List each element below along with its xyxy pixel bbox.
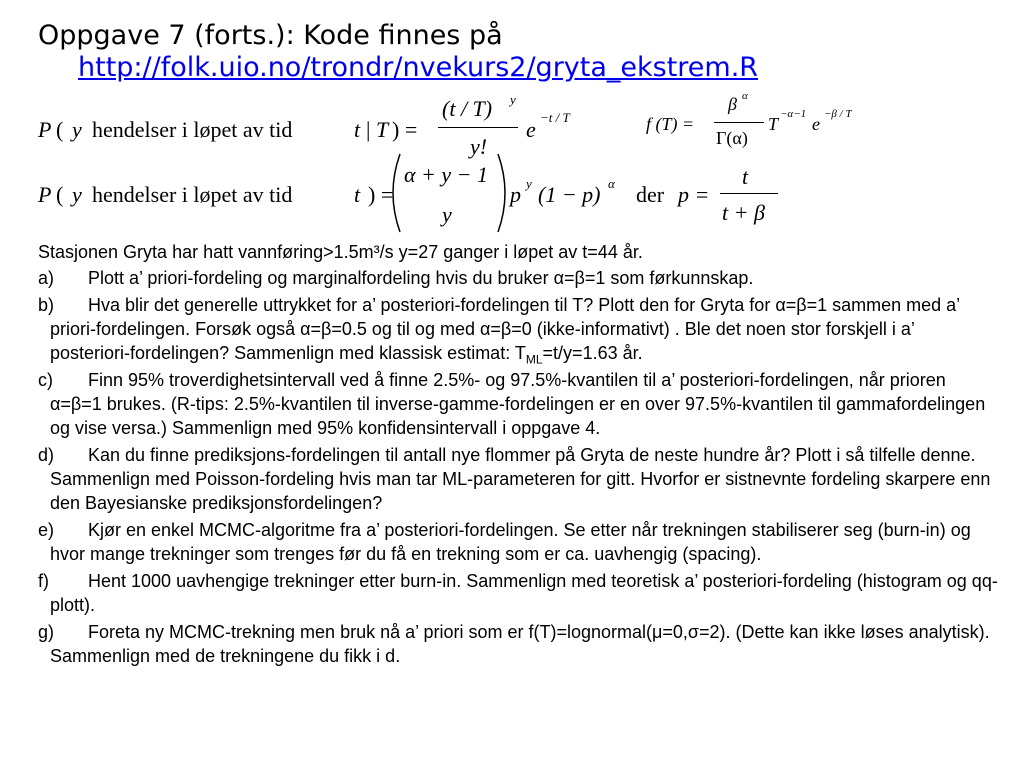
f1-frac-line (438, 127, 518, 128)
f2-pnum: t (742, 164, 749, 189)
f1-close: ) = (392, 117, 418, 142)
task-text: Hent 1000 uavhengige trekninger etter burn-in. Sammenlign med teoretisk a’ posteriori-fordeling (histogram og qq-plott). (50, 571, 998, 615)
prior-frac-line (714, 122, 764, 123)
f2-close: ) = (368, 182, 394, 207)
f1-t: t (354, 117, 361, 142)
task-a (38, 266, 998, 290)
prior-e: e (812, 114, 820, 134)
f2-omp-sup: α (608, 176, 615, 191)
f1-T: T (376, 117, 389, 142)
task-text: Foreta ny MCMC-trekning men bruk nå a’ priori som er f(T)=lognormal(μ=0,σ=2). (Dette kan ikke løses analytisk). Sammenlign med de trekningene du fikk i d. (50, 622, 990, 666)
task-label: d) (38, 445, 55, 465)
f1-P: P (38, 117, 52, 142)
task-list (38, 240, 998, 671)
task-f (38, 569, 998, 617)
prior-den: Γ(α) (716, 128, 748, 148)
f1-cond: | (366, 117, 371, 142)
binom-bottom: y (442, 202, 452, 227)
f1-text: hendelser i løpet av tid (92, 117, 293, 142)
task-c (38, 368, 998, 440)
f2-t: t (354, 182, 361, 207)
task-label: g) (38, 622, 55, 642)
task-text: Hva blir det generelle uttrykket for a’ posteriori-fordelingen til T? Plott den for Gryta for α=β=1 sammen med a’ priori-fordelingen. Forsøk også α=β=0.5 og til og med α=β=0 (ikke-informativt) . Ble det noen stor forskjell i a’ posteriori-fordelingen? Sammenlign med klassisk estimat: T (50, 295, 960, 363)
task-text: Finn 95% troverdighetsintervall ved å finne 2.5%- og 97.5%-kvantilen til a’ posteriori-fordelingen, når prioren α=β=1 brukes. (R-tips: 2.5%-kvantilen til inverse-gamme-fordelingen er en over 97.5%-kvantilen til gammafordelingen og vise versa.) Sammenlign med 95% konfidensintervall i oppgave 4. (50, 370, 986, 438)
prior-e-sup: −β / T (824, 108, 852, 120)
task-tail: =t/y=1.63 år. (542, 343, 643, 363)
prior-f: f (T) = (646, 114, 695, 134)
f1-y: y (72, 117, 82, 142)
task-b (38, 293, 998, 365)
task-e (38, 518, 998, 566)
task-text: Plott a’ priori-fordeling og marginalfordeling hvis du bruker α=β=1 som førkunnskap. (88, 268, 754, 288)
prior-num: β (728, 94, 737, 114)
task-label: c) (38, 370, 53, 390)
f2-open: ( (56, 182, 64, 207)
f2-der: der (636, 182, 665, 207)
f2-P: P (38, 182, 52, 207)
prior-T: T (768, 114, 779, 134)
prior-T-sup: −α−1 (780, 108, 807, 120)
task-d (38, 443, 998, 515)
task-text: Kjør en enkel MCMC-algoritme fra a’ posteriori-fordelingen. Se etter når trekningen stabiliserer seg (burn-in) og hvor mange trekninger som trenges før du få en trekning som er ca. uavhengig (spacing). (50, 520, 971, 564)
f1-open: ( (56, 117, 64, 142)
f2-p-sup: y (526, 176, 532, 191)
task-label: f) (38, 571, 49, 591)
code-link[interactable]: http://folk.uio.no/trondr/nvekurs2/gryta_ekstrem.R (78, 52, 759, 83)
f2-pden: t + β (722, 200, 765, 225)
f2-text: hendelser i løpet av tid (92, 182, 293, 207)
f2-p: p (510, 182, 521, 207)
f1-den: y! (470, 134, 488, 159)
f2-omp: (1 − p) (538, 182, 601, 207)
intro-text: Stasjonen Gryta har hatt vannføring>1.5m³/s y=27 ganger i løpet av t=44 år. (38, 242, 643, 262)
task-label: a) (38, 268, 55, 288)
f1-e-sup: −t / T (540, 110, 570, 125)
prior-num-sup: α (742, 90, 748, 102)
task-label: b) (38, 295, 55, 315)
f1-num-sup: y (510, 92, 516, 107)
f2-y: y (72, 182, 82, 207)
f2-pdef: p = (678, 182, 710, 207)
f2-frac-line (720, 193, 778, 194)
task-label: e) (38, 520, 55, 540)
task-text: Kan du finne prediksjons-fordelingen til antall nye flommer på Gryta de neste hundre år? Plott i så tilfelle denne. Sammenlign med Poisson-fordeling hvis man tar ML-parameteren for gitt. Hvorfor er sistnevnte fordeling skarpere enn den Bayesianske prediksjonsfordelingen? (50, 445, 991, 513)
f1-e: e (526, 117, 536, 142)
task-sub: ML (525, 352, 543, 367)
binom-top: α + y − 1 (404, 162, 489, 187)
slide-title: Oppgave 7 (forts.): Kode finnes på (38, 20, 503, 51)
f1-num: (t / T) (442, 96, 493, 121)
task-g (38, 620, 998, 668)
